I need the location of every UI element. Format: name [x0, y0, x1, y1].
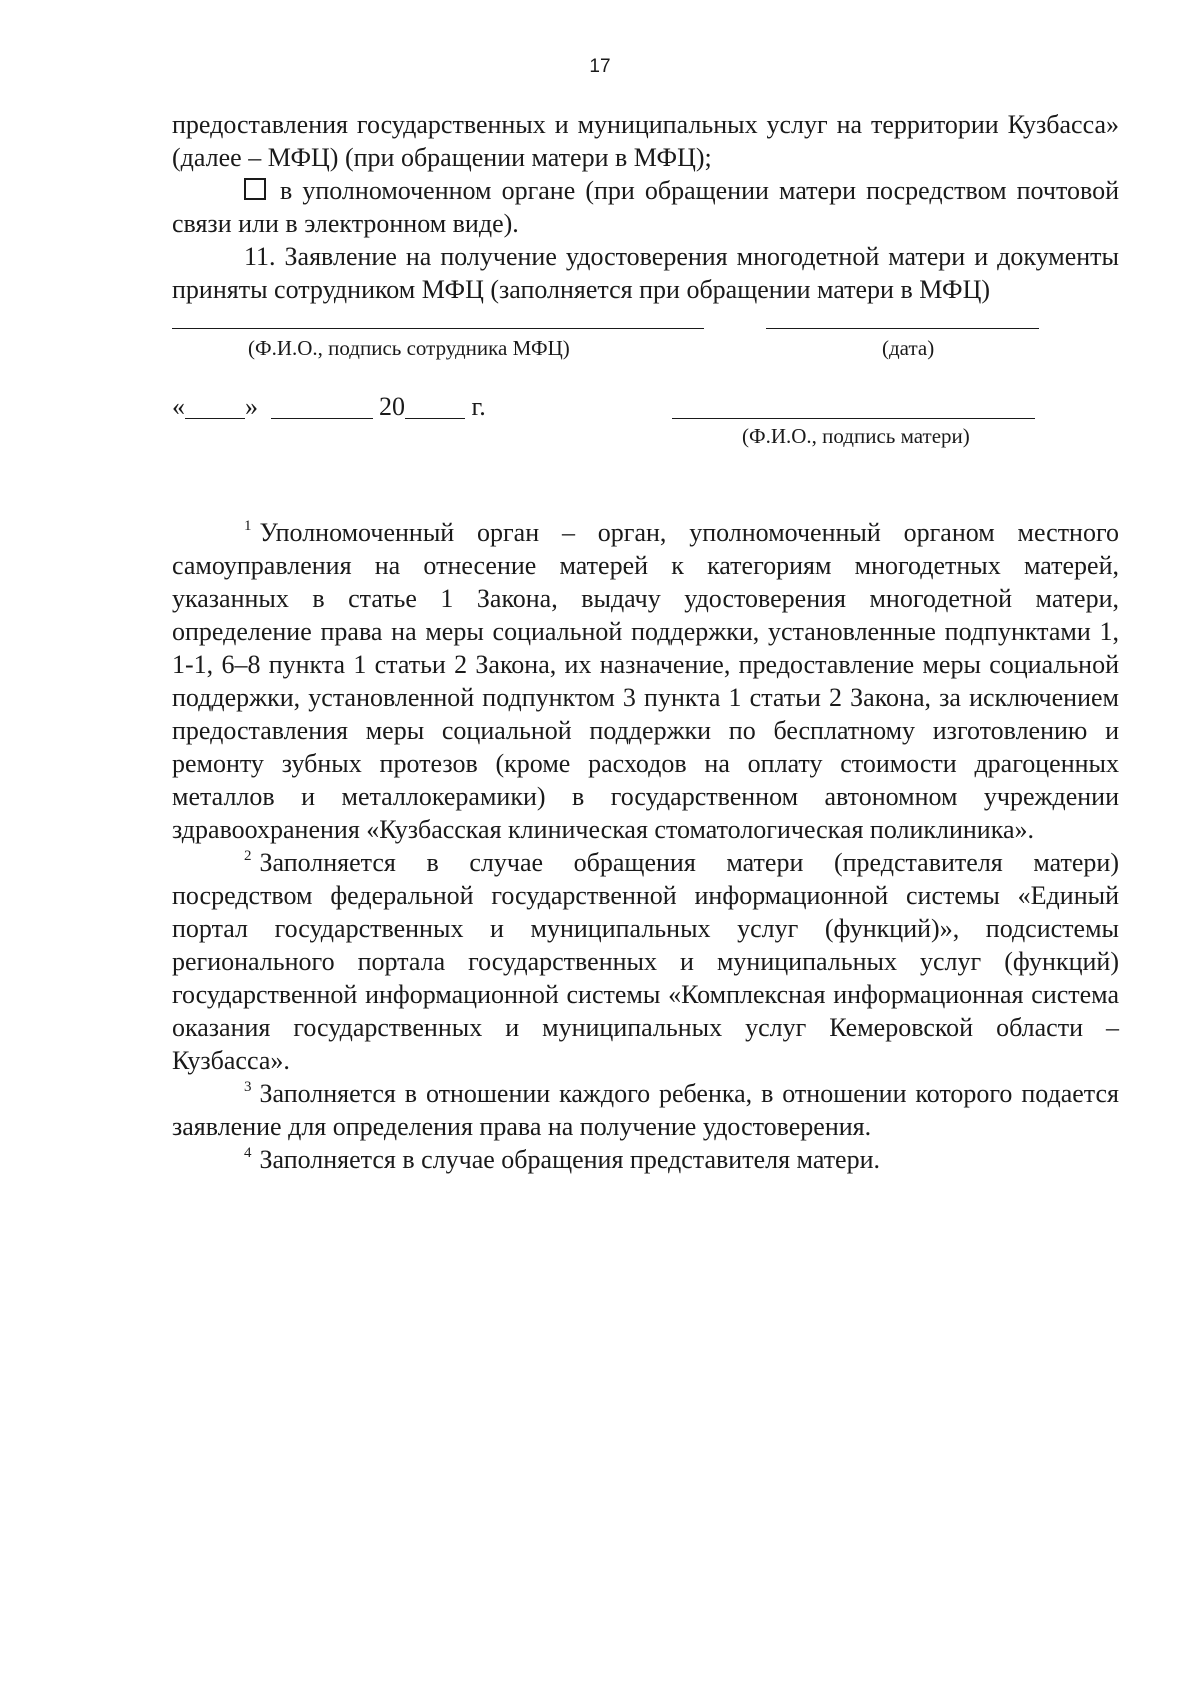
footnote-4 [172, 1143, 1119, 1176]
footnote-text: Уполномоченный орган – орган, уполномоченный органом местного самоуправления на отнесение матерей к категориям многодетных матерей, указанных в статье 1 Закона, выдачу удостоверения многодетной матери, определение права на меры социальной поддержки, установленные подпунктами 1, 1-1, 6–8 пункта 1 статьи 2 Закона, их назначение, предоставление меры социальной поддержки, установленной подпунктом 3 пункта 1 статьи 2 Закона, за исключением предоставления меры социальной поддержки по бесплатному изготовлению и ремонту зубных протезов (кроме расходов на оплату стоимости драгоценных металлов и металлокерамики) в государственном автономном учреждении здравоохранения «Кузбасская клиническая стоматологическая поликлиника». [172, 518, 1119, 844]
year-suffix: г. [471, 392, 486, 421]
employee-signature-row [172, 320, 1119, 390]
footnote-marker: 2 [244, 848, 252, 864]
employee-signature-line [172, 328, 704, 329]
mother-signature-row [172, 390, 1119, 472]
footnote-marker: 3 [244, 1079, 252, 1095]
footnote-text: Заполняется в отношении каждого ребенка, в отношении которого подается заявление для определения права на получение удостоверения. [172, 1079, 1119, 1141]
footnote-1 [172, 516, 1119, 846]
footnote-text: Заполняется в случае обращения представителя матери. [259, 1145, 881, 1174]
item-11-paragraph: 11. Заявление на получение удостоверения многодетной матери и документы приняты сотрудником МФЦ (заполняется при обращении матери в МФЦ) [172, 242, 1119, 304]
footnote-3 [172, 1077, 1119, 1143]
date-caption: (дата) [882, 336, 935, 360]
footnote-marker: 1 [244, 518, 252, 534]
month-blank [271, 392, 373, 419]
continuation-paragraph: предоставления государственных и муниципальных услуг на территории Кузбасса» (далее – МФЦ) (при обращении матери в МФЦ); [172, 110, 1119, 172]
document-body [172, 108, 1119, 1176]
footnote-2 [172, 846, 1119, 1077]
checkbox-icon[interactable] [244, 178, 266, 200]
footnotes [172, 516, 1119, 1176]
date-fill-in [172, 390, 486, 423]
year-blank [405, 392, 465, 419]
footnote-text: Заполняется в случае обращения матери (представителя матери) посредством федеральной государственной информационной системы «Единый портал государственных и муниципальных услуг (функций)», подсистемы регионального портала государственных и муниципальных услуг (функций) государственной информационной системы «Комплексная информационная система оказания государственных и муниципальных услуг Кемеровской области – Кузбасса». [172, 848, 1119, 1075]
mother-signature-caption: (Ф.И.О., подпись матери) [742, 424, 970, 448]
footnote-marker: 4 [244, 1145, 252, 1161]
page-number: 17 [589, 56, 611, 77]
open-quote: « [172, 392, 185, 421]
date-signature-line [766, 328, 1039, 329]
year-prefix: 20 [379, 392, 405, 421]
checkbox-option-paragraph [172, 174, 1119, 240]
close-quote: » [245, 392, 258, 421]
checkbox-option-text: в уполномоченном органе (при обращении матери посредством почтовой связи или в электронном виде). [172, 176, 1119, 238]
employee-signature-caption: (Ф.И.О., подпись сотрудника МФЦ) [248, 336, 570, 360]
day-blank [185, 392, 245, 419]
mother-signature-line [672, 418, 1035, 419]
